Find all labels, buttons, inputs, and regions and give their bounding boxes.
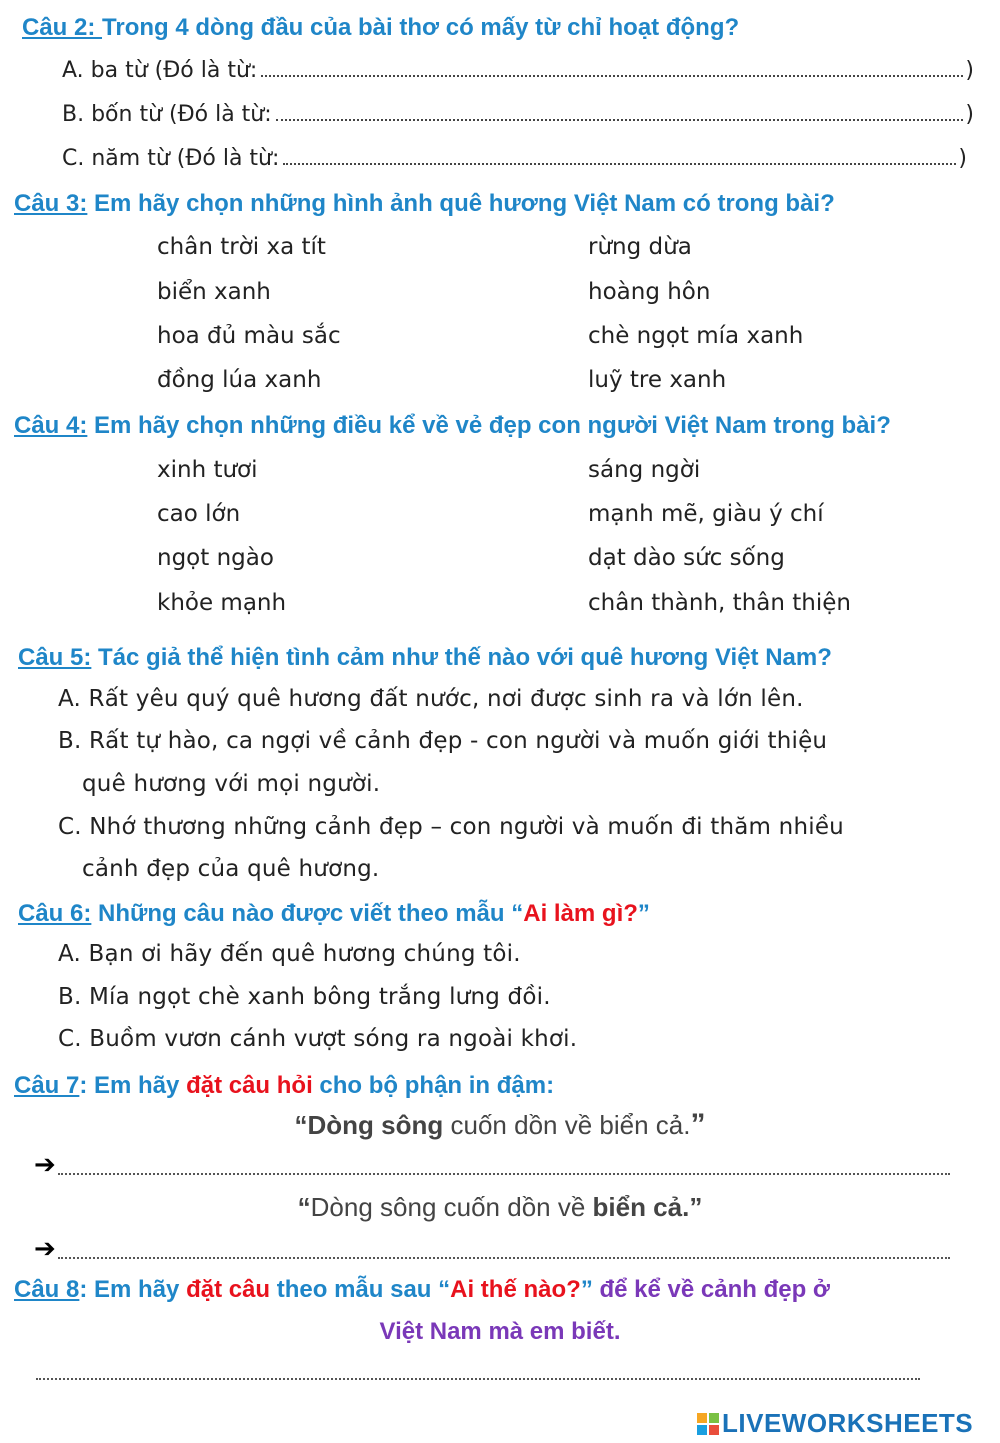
q4-choice[interactable]: ngọt ngào: [157, 545, 274, 571]
q7-s1-rest: cuốn dồn về biển cả.: [443, 1110, 691, 1140]
question-4-heading: [14, 412, 891, 440]
question-8-purple: để kể về cảnh đẹp ở: [592, 1276, 830, 1303]
q7-sentence-2: [0, 1192, 1000, 1223]
question-6-heading: [18, 900, 650, 928]
q7-s2-close-quote: ”: [689, 1192, 703, 1222]
question-6-close: ”: [637, 900, 650, 927]
logo-square: [708, 1424, 720, 1436]
q2-option-a-end: ): [965, 58, 974, 83]
q2-option-b-blank[interactable]: [276, 119, 964, 121]
question-2-text: Trong 4 dòng đầu của bài thơ có mấy từ chỉ hoạt động?: [102, 14, 740, 41]
q6-option-b[interactable]: B. Mía ngọt chè xanh bông trắng lưng đồi.: [58, 984, 551, 1010]
q7-s1-bold: Dòng sông: [307, 1110, 444, 1140]
q3-choice[interactable]: hoàng hôn: [588, 279, 711, 305]
q3-choice[interactable]: chè ngọt mía xanh: [588, 323, 804, 349]
question-3-number: Câu 3:: [14, 190, 88, 217]
arrow-right-icon: ➔: [34, 1150, 56, 1180]
question-7-text: : Em hãy: [79, 1072, 187, 1099]
question-4-text: Em hãy chọn những điều kể về vẻ đẹp con người Việt Nam trong bài?: [87, 412, 891, 439]
q3-choice[interactable]: chân trời xa tít: [157, 234, 326, 260]
question-8-text: : Em hãy: [79, 1276, 187, 1303]
q6-option-a[interactable]: A. Bạn ơi hãy đến quê hương chúng tôi.: [58, 941, 521, 967]
q5-option-a[interactable]: A. Rất yêu quý quê hương đất nước, nơi được sinh ra và lớn lên.: [58, 686, 804, 712]
q2-option-b-label: B. bốn từ (Đó là từ:: [62, 102, 272, 127]
q2-option-a[interactable]: [62, 58, 974, 83]
q6-option-c[interactable]: C. Buồm vươn cánh vượt sóng ra ngoài khơi.: [58, 1026, 578, 1052]
q4-choice[interactable]: cao lớn: [157, 501, 241, 527]
question-6-number: Câu 6:: [18, 900, 92, 927]
q2-option-c-end: ): [958, 146, 967, 171]
question-5-heading: [18, 644, 832, 672]
q4-choice[interactable]: mạnh mẽ, giàu ý chí: [588, 501, 824, 527]
logo-square: [696, 1412, 708, 1424]
q7-s1-open-quote: “: [294, 1110, 308, 1140]
q8-answer-line[interactable]: [36, 1378, 920, 1380]
q3-choice[interactable]: rừng dừa: [588, 234, 692, 260]
question-3-text: Em hãy chọn những hình ảnh quê hương Việt Nam có trong bài?: [87, 190, 835, 217]
logo-square: [696, 1424, 708, 1436]
q7-answer-1[interactable]: [34, 1152, 950, 1178]
liveworksheets-logo-text: LIVEWORKSHEETS: [722, 1408, 974, 1438]
q4-choice[interactable]: chân thành, thân thiện: [588, 590, 851, 616]
q4-choice[interactable]: xinh tươi: [157, 457, 258, 483]
question-6-pattern: Ai làm gì?: [523, 900, 638, 927]
question-8-line-2: Việt Nam mà em biết.: [379, 1318, 621, 1345]
question-5-number: Câu 5:: [18, 644, 92, 671]
q4-choice[interactable]: khỏe mạnh: [157, 590, 287, 616]
q2-option-c-blank[interactable]: [283, 163, 956, 165]
q5-option-b-cont[interactable]: quê hương với mọi người.: [82, 771, 381, 797]
q2-option-c-label: C. năm từ (Đó là từ:: [62, 146, 280, 171]
q3-choice[interactable]: đồng lúa xanh: [157, 367, 322, 393]
q7-s2-rest: Dòng sông cuốn dồn về: [310, 1192, 593, 1222]
liveworksheets-logo: [696, 1408, 973, 1439]
q2-option-b-end: ): [965, 102, 974, 127]
q2-option-a-blank[interactable]: [261, 75, 963, 77]
q5-option-b[interactable]: B. Rất tự hào, ca ngợi về cảnh đẹp - con người và muốn giới thiệu: [58, 728, 828, 754]
question-8-highlight: đặt câu: [186, 1276, 271, 1303]
question-5-text: Tác giả thể hiện tình cảm như thế nào với quê hương Việt Nam?: [91, 644, 832, 671]
q2-option-b[interactable]: [62, 102, 974, 127]
liveworksheets-logo-icon: [696, 1412, 720, 1436]
question-7-highlight: đặt câu hỏi: [186, 1072, 313, 1099]
q3-choice[interactable]: hoa đủ màu sắc: [157, 323, 341, 349]
question-7-heading: [14, 1072, 554, 1100]
question-8-pattern: Ai thế nào?: [450, 1276, 581, 1303]
question-8-text-mid: theo mẫu sau “: [270, 1276, 451, 1303]
question-6-text: Những câu nào được viết theo mẫu “: [91, 900, 524, 927]
q7-s2-bold: biển cả.: [592, 1192, 690, 1222]
question-2-number: Câu 2:: [22, 14, 103, 41]
q7-s1-close-quote: ”: [690, 1108, 706, 1141]
q7-s2-open-quote: “: [297, 1192, 311, 1222]
q5-option-c-cont[interactable]: cảnh đẹp của quê hương.: [82, 856, 380, 882]
q7-answer-2-line[interactable]: [58, 1257, 950, 1259]
q2-option-a-label: A. ba từ (Đó là từ:: [62, 58, 258, 83]
question-3-heading: [14, 190, 835, 218]
question-7-text-end: cho bộ phận in đậm:: [312, 1072, 555, 1099]
q5-option-c[interactable]: C. Nhớ thương những cảnh đẹp – con người và muốn đi thăm nhiều: [58, 814, 844, 840]
q3-choice[interactable]: biển xanh: [157, 279, 271, 305]
question-2-heading: [22, 14, 739, 42]
question-4-number: Câu 4:: [14, 412, 88, 439]
question-8-number: Câu 8: [14, 1276, 80, 1303]
question-8-close: ”: [580, 1276, 593, 1303]
question-8-heading: [14, 1276, 830, 1304]
logo-square: [708, 1412, 720, 1424]
question-7-number: Câu 7: [14, 1072, 80, 1099]
q7-sentence-1: [0, 1108, 1000, 1142]
q3-choice[interactable]: luỹ tre xanh: [588, 367, 727, 393]
q4-choice[interactable]: sáng ngời: [588, 457, 701, 483]
q7-answer-1-line[interactable]: [58, 1173, 950, 1175]
arrow-right-icon: ➔: [34, 1234, 56, 1264]
q7-answer-2[interactable]: [34, 1236, 950, 1262]
q4-choice[interactable]: dạt dào sức sống: [588, 545, 785, 571]
q2-option-c[interactable]: [62, 146, 967, 171]
